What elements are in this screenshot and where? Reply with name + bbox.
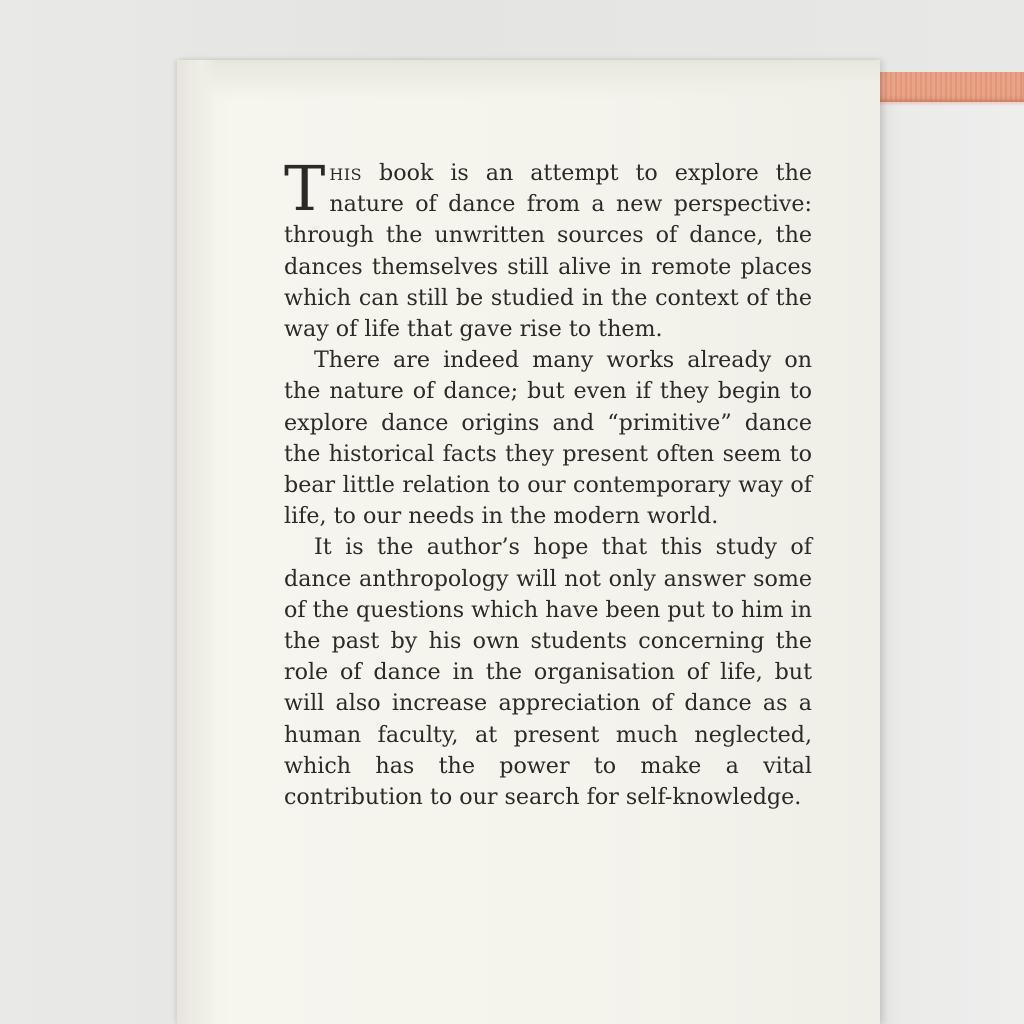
flap-blurb <box>284 152 812 813</box>
ribbon-bookmark <box>872 72 1024 102</box>
blurb-paragraph-1 <box>284 152 812 345</box>
blurb-paragraph-3: It is the author’s hope that this study of dance anthropology will not only answer some of the questions which have been put to him in the past by his own students concerning the role of dance in the organisation of life, but will also increase appreciation of dance as a human faculty, at present much neglected, which has the power to make a vital contribution to our search for self-knowledge. <box>284 534 812 811</box>
drop-cap: T <box>284 152 326 225</box>
book-page-edge <box>870 98 1024 1024</box>
blurb-paragraph-1-text: book is an attempt to explore the nature of dance from a new perspective: through the unwritten sources of dance, the dances themselves still alive in remote places which can still be studied in the context of the way of life that gave rise to them. <box>284 160 812 343</box>
ribbon-shadow <box>872 100 1024 106</box>
jacket-left-wear <box>177 60 217 1024</box>
jacket-top-crease <box>177 60 880 100</box>
blurb-paragraph-2: There are indeed many works already on the nature of dance; but even if they begin to explore dance origins and “primitive” dance the historical facts they present often seem to bear little relation to our contemporary way of life, to our needs in the modern world. <box>284 347 812 530</box>
small-caps-opening: his <box>329 160 363 186</box>
